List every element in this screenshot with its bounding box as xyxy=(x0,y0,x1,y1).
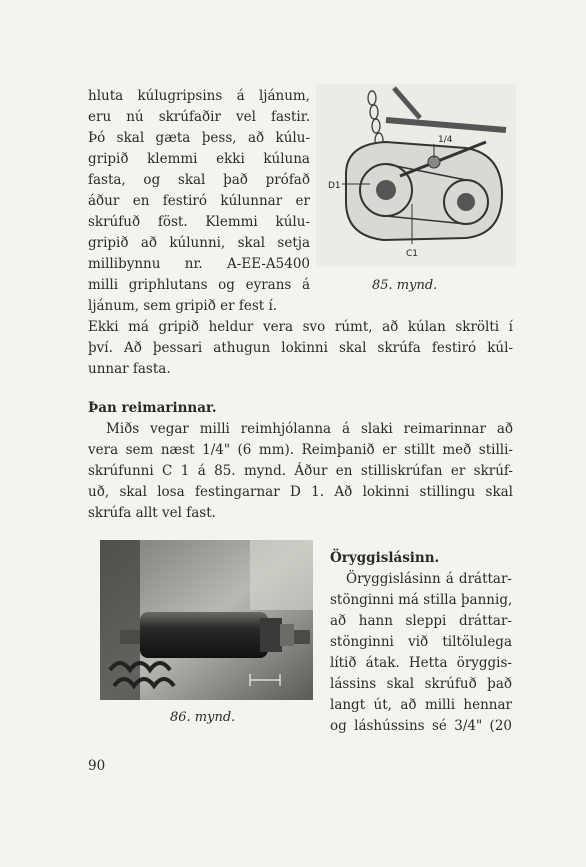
text-line: lítið átak. Hetta öryggis- xyxy=(330,655,512,671)
text-line: vera sem næst 1/4" (6 mm). Reimþanið er stillt með stilli- xyxy=(88,442,513,458)
section-heading: Þan reimarinnar. xyxy=(88,400,217,416)
text-line: því. Að þessari athugun lokinni skal skrúfa festiró kúl- xyxy=(88,340,513,356)
text-line: gripið klemmi ekki kúluna xyxy=(88,151,310,167)
text-line: áður en festiró kúlunnar er xyxy=(88,193,310,209)
text-line: Öryggislásinn á dráttar- xyxy=(346,571,512,587)
text-line: langt út, að milli hennar xyxy=(330,697,512,713)
figure-label-d1: D1 xyxy=(328,181,341,191)
text-line: að hann sleppi dráttar- xyxy=(330,613,512,629)
text-line: skrúfa allt vel fast. xyxy=(88,505,216,521)
figure-label-c1: C1 xyxy=(406,249,419,259)
section-heading: Öryggislásinn. xyxy=(330,550,440,566)
text-line: millibynnu nr. A-EE-A5400 xyxy=(88,256,310,272)
figure-85-illustration xyxy=(316,84,516,266)
text-line: skrúfuð föst. Klemmi kúlu- xyxy=(88,214,310,230)
text-line: lássins skal skrúfuð það xyxy=(330,676,512,692)
text-line: skrúfunni C 1 á 85. mynd. Áður en stilliskrúfan er skrúf- xyxy=(88,463,513,479)
text-line: stönginni má stilla þannig, xyxy=(330,592,513,608)
text-line: milli griphlutans og eyrans á xyxy=(88,277,310,293)
text-line: Ekki má gripið heldur vera svo rúmt, að kúlan skrölti í xyxy=(88,319,513,335)
text-line: unnar fasta. xyxy=(88,361,171,377)
text-line: og láshússins sé 3/4" (20 xyxy=(330,718,512,734)
text-line: uð, skal losa festingarnar D 1. Að lokinni stillingu skal xyxy=(88,484,513,500)
text-line: Miðs vegar milli reimhjólanna á slaki reimarinnar að xyxy=(106,421,513,437)
text-line: gripið að kúlunni, skal setja xyxy=(88,235,310,251)
page-number: 90 xyxy=(88,758,106,774)
text-line: fasta, og skal það prófað xyxy=(88,172,310,188)
text-line: ljánum, sem gripið er fest í. xyxy=(88,298,278,314)
text-line: eru nú skrúfaðir vel fastir. xyxy=(88,109,310,125)
figure-86-caption: 86. mynd. xyxy=(170,710,236,725)
figure-86-photo xyxy=(100,540,313,700)
figure-85-caption: 85. mynd. xyxy=(372,278,438,293)
text-line: Þó skal gæta þess, að kúlu- xyxy=(88,130,310,146)
text-line: stönginni við tiltölulega xyxy=(330,634,512,650)
figure-label-quarter: 1/4 xyxy=(438,135,453,145)
text-line: hluta kúlugripsins á ljánum, xyxy=(88,88,310,104)
